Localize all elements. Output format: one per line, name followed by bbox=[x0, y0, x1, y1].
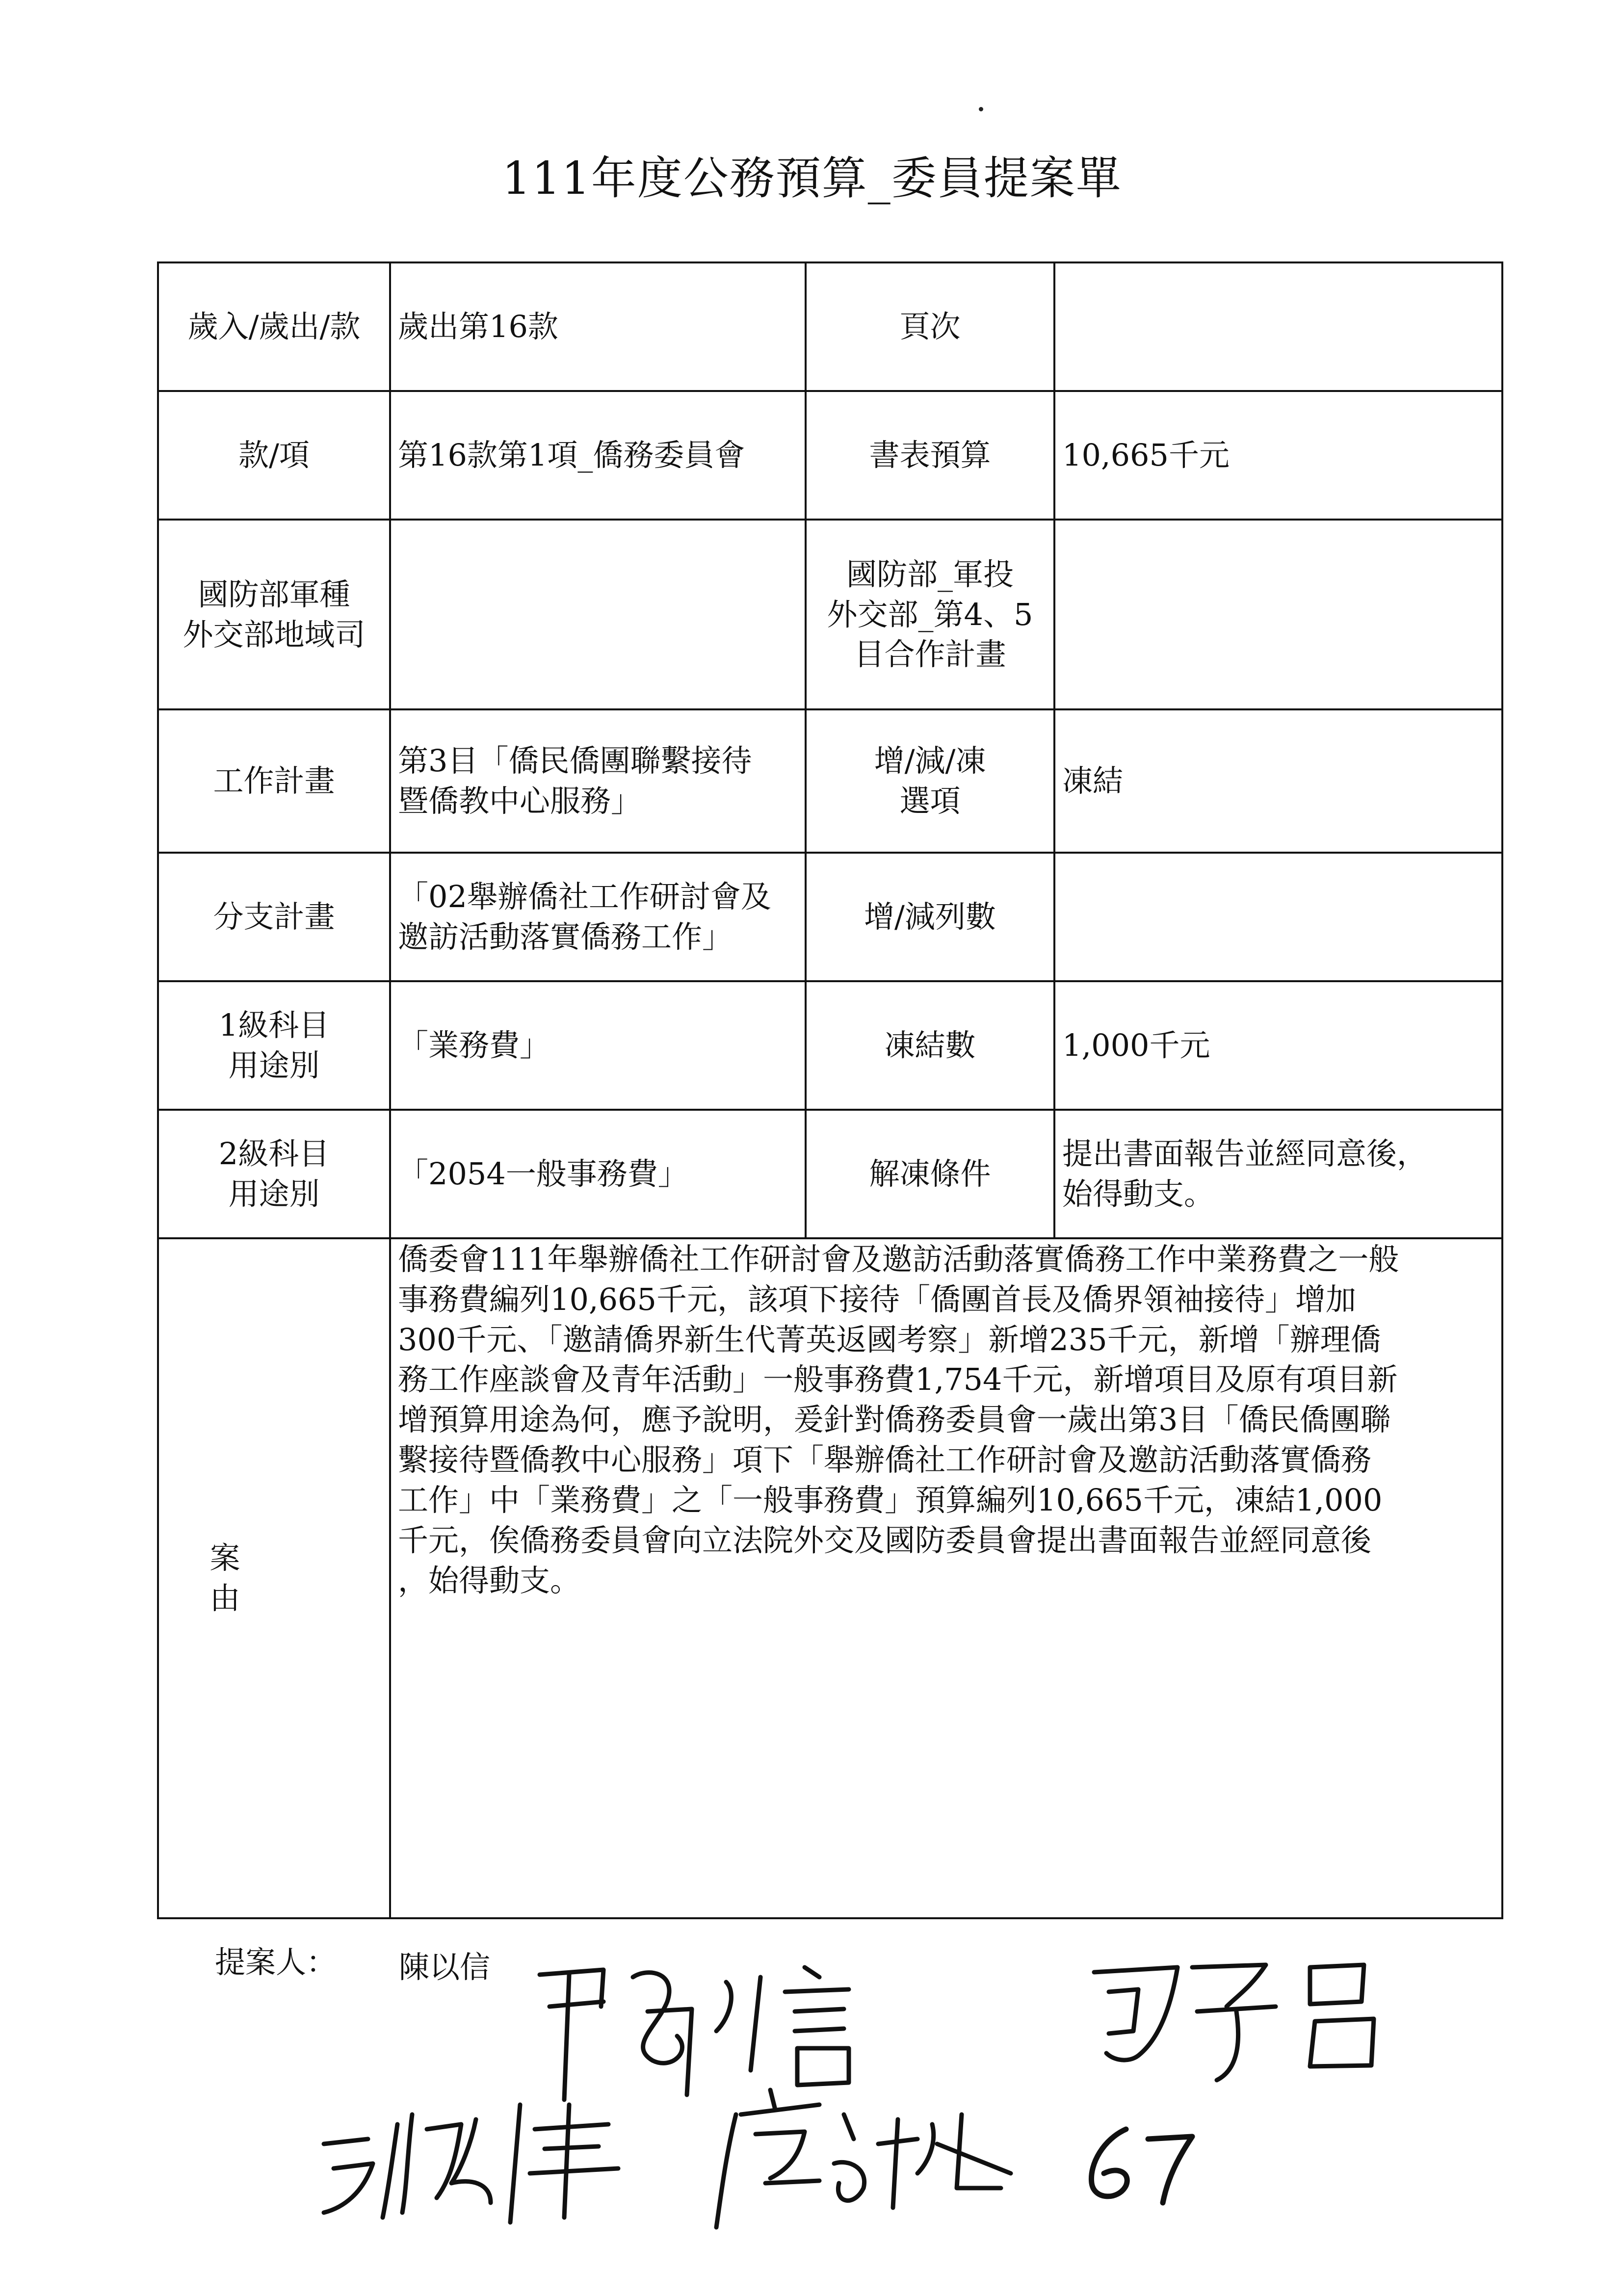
signature-3 bbox=[314, 2085, 648, 2232]
value-option: 凍結 bbox=[1054, 709, 1502, 853]
value-freeze-amount: 1,000千元 bbox=[1054, 981, 1502, 1110]
label-branch-plan: 分支計畫 bbox=[158, 853, 390, 981]
value-item: 第16款第1項_僑務委員會 bbox=[390, 391, 806, 520]
signature-2 bbox=[1079, 1938, 1398, 2095]
label-item: 款/項 bbox=[158, 391, 390, 520]
row-department bbox=[158, 520, 1502, 709]
label-unfreeze-condition: 解凍條件 bbox=[806, 1110, 1054, 1238]
label-cooperation: 國防部_軍投 外交部_第4、5 目合作計畫 bbox=[806, 520, 1054, 709]
value-page bbox=[1054, 262, 1502, 391]
label-department: 國防部軍種 外交部地域司 bbox=[158, 520, 390, 709]
label-freeze-amount: 凍結數 bbox=[806, 981, 1054, 1110]
value-cooperation bbox=[1054, 520, 1502, 709]
label-budget: 書表預算 bbox=[806, 391, 1054, 520]
label-adjust-amount: 增/減列數 bbox=[806, 853, 1054, 981]
value-budget: 10,665千元 bbox=[1054, 391, 1502, 520]
row-level1 bbox=[158, 981, 1502, 1110]
value-work-plan: 第3目「僑民僑團聯繫接待 暨僑教中心服務」 bbox=[390, 709, 806, 853]
proposer-label: 提案人： bbox=[215, 1944, 337, 1980]
row-account bbox=[158, 262, 1502, 391]
value-unfreeze-condition: 提出書面報告並經同意後， 始得動支。 bbox=[1054, 1110, 1502, 1238]
signature-4 bbox=[707, 2085, 1021, 2232]
label-page: 頁次 bbox=[806, 262, 1054, 391]
label-account: 歲入/歲出/款 bbox=[158, 262, 390, 391]
label-level2: 2級科目 用途別 bbox=[158, 1110, 390, 1238]
page-mark-67 bbox=[1079, 2119, 1207, 2208]
reason-text: 僑委會111年舉辦僑社工作研討會及邀訪活動落實僑務工作中業務費之一般 事務費編列10,665千元，該項下接待「僑團首長及僑界領袖接待」增加 300千元、「邀請僑界新生代菁英返國考察」新增235千元，新增「辦理僑 務工作座談會及青年活動」一般事務費1,754千元，新增項目及原有項目新 增預算用途為何，應予說明，爰針對僑務委員會一歲出第3目「僑民僑團聯 繫接待暨僑教中心服務」項下「舉辦僑社工作研討會及邀訪活動落實僑務 工作」中「業務費」之「一般事務費」預算編列10,665千元，凍結1,000 千元，俟僑務委員會向立法院外交及國防委員會提出書面報告並經同意後 ，始得動支。 bbox=[390, 1238, 1502, 1918]
value-level1: 「業務費」 bbox=[390, 981, 806, 1110]
proposer-name: 陳以信 bbox=[399, 1949, 491, 1985]
label-option: 增/減/凍 選項 bbox=[806, 709, 1054, 853]
row-item bbox=[158, 391, 1502, 520]
value-department bbox=[390, 520, 806, 709]
row-work-plan bbox=[158, 709, 1502, 853]
value-adjust-amount bbox=[1054, 853, 1502, 981]
row-reason bbox=[158, 1238, 1502, 1918]
label-work-plan: 工作計畫 bbox=[158, 709, 390, 853]
label-level1: 1級科目 用途別 bbox=[158, 981, 390, 1110]
label-reason: 案由 bbox=[158, 1238, 390, 1918]
value-branch-plan: 「02舉辦僑社工作研討會及 邀訪活動落實僑務工作」 bbox=[390, 853, 806, 981]
scan-speck bbox=[979, 107, 983, 111]
value-level2: 「2054一般事務費」 bbox=[390, 1110, 806, 1238]
row-branch-plan bbox=[158, 853, 1502, 981]
page-title: 111年度公務預算_委員提案單 bbox=[502, 152, 1122, 205]
value-account: 歲出第16款 bbox=[390, 262, 806, 391]
row-level2 bbox=[158, 1110, 1502, 1238]
proposal-form-table bbox=[157, 261, 1503, 1919]
